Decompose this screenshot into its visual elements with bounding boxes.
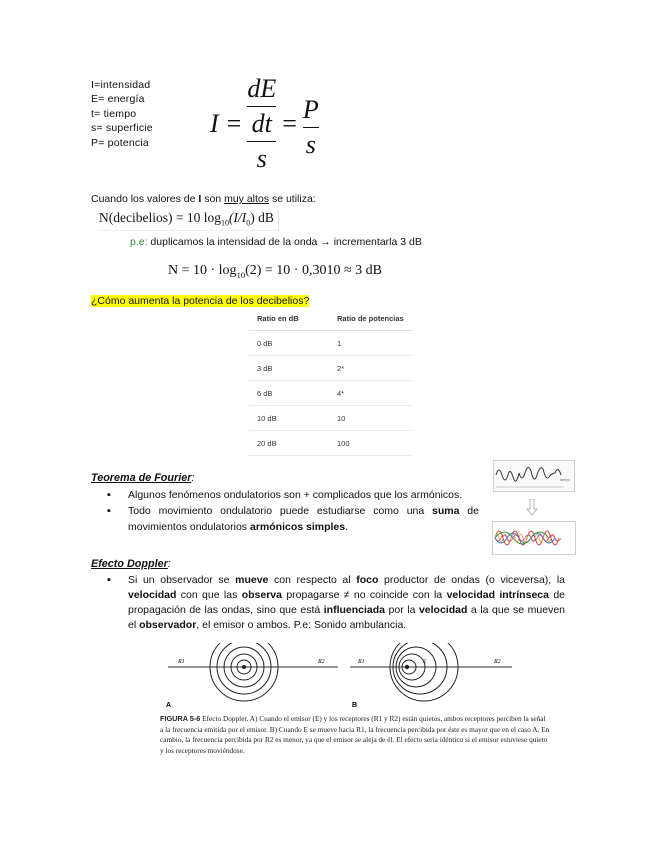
panel-a-emitter — [242, 665, 246, 669]
harmonic-waves-icon — [493, 522, 575, 554]
doppler-figure-svg — [160, 643, 530, 711]
example-prefix: p.e: — [130, 236, 148, 248]
table-cell-db: 0 dB — [249, 331, 329, 356]
down-arrow-icon — [527, 499, 537, 515]
doppler-bold-term: observador — [139, 619, 197, 631]
formula-dt: dt — [251, 109, 272, 138]
doppler-colon: : — [167, 558, 171, 570]
formula-p: P — [302, 94, 319, 124]
table-row — [249, 381, 413, 406]
table-cell-db: 10 dB — [249, 406, 329, 431]
decibel-intro — [91, 193, 316, 205]
doppler-caption — [160, 714, 550, 756]
formula-eq1: = — [226, 109, 242, 138]
decibel-formula-sub: 10 — [220, 218, 229, 228]
example-formula-sub: 10 — [236, 269, 246, 280]
fourier-bullet-2-post: . — [345, 520, 349, 533]
doppler-text-run: propagarse ≠ no coincide con la — [281, 589, 447, 601]
doppler-text-run: a la que se mueven el — [128, 604, 565, 631]
table-row — [249, 406, 413, 431]
ratio-table-container — [249, 306, 413, 454]
ratio-table-header-power: Ratio de potencias — [329, 306, 413, 331]
panel-a-wavefront — [210, 643, 278, 701]
formula-eq2: = — [282, 109, 297, 138]
doppler-text-run: Si un observador se — [128, 574, 236, 586]
list-item — [91, 504, 479, 535]
ratio-table — [249, 306, 413, 456]
formula-inner-fraction — [247, 74, 276, 139]
formula-lhs: I — [210, 109, 219, 138]
definition-energy: E= energía — [91, 93, 145, 105]
decibel-intro-before: Cuando los valores de — [91, 193, 199, 205]
panel-b-e-label: E — [423, 659, 427, 665]
decibel-formula — [99, 210, 279, 231]
example-line — [130, 236, 422, 248]
definition-surface: s= superficie — [91, 122, 153, 134]
table-cell-power: 4* — [329, 381, 413, 406]
list-item — [91, 488, 479, 504]
panel-b-label: B — [352, 702, 358, 709]
definition-power: P= potencia — [91, 137, 149, 149]
doppler-caption-bold: FIGURA 5-6 — [160, 714, 201, 723]
complex-wave-icon — [494, 461, 574, 491]
doppler-bold-term: velocidad — [418, 604, 468, 616]
table-cell-power: 1 — [329, 331, 413, 356]
formula-de: dE — [247, 74, 277, 103]
decibel-formula-tail: (I/I — [228, 210, 247, 225]
decibel-intro-after: se utiliza: — [269, 193, 316, 205]
doppler-text-run: con que las — [176, 589, 242, 601]
definition-intensity: I=intensidad — [91, 79, 151, 91]
panel-a-r1-label: R1 — [178, 659, 185, 665]
fourier-bullet-1-text: Algunos fenómenos ondulatorios son + complicados que los armónicos. — [128, 489, 463, 501]
decibel-formula-a: N(decibelios) = 10 log — [99, 210, 221, 225]
fourier-bullets — [91, 488, 479, 535]
table-row — [249, 431, 413, 456]
complex-wave-thumbnail — [493, 460, 575, 492]
panel-b-r1-label: R1 — [358, 659, 365, 665]
formula-inner-bar — [247, 106, 276, 107]
example-formula-a: N = 10 · log — [168, 263, 237, 278]
doppler-text-run: productor de ondas (o viceversa), la — [378, 574, 566, 586]
panel-b-emitter — [405, 665, 409, 669]
decibel-formula-sub0: 0 — [246, 218, 251, 228]
fourier-colon: : — [191, 472, 195, 484]
doppler-title: Efecto Doppler — [91, 558, 168, 570]
decibel-intro-underlined: muy altos — [224, 193, 270, 205]
list-item — [91, 573, 565, 633]
doppler-heading — [91, 558, 171, 570]
fourier-bullet-2-bold1: suma — [432, 505, 460, 517]
definition-time: t= tiempo — [91, 108, 137, 120]
formula-outer-bar — [247, 141, 276, 142]
panel-a-label: A — [166, 702, 172, 709]
example-formula-b: (2) = 10 · 0,3010 ≈ 3 dB — [245, 263, 382, 278]
formula-power-bar — [303, 127, 319, 128]
fourier-bullet-2-pre: Todo movimiento ondulatorio puede estudiarse como una — [128, 505, 433, 517]
table-cell-db: 20 dB — [249, 431, 329, 456]
decibel-intro-bold: I — [198, 193, 202, 205]
example-text: duplicamos la intensidad de la onda → incrementarla 3 dB — [147, 236, 422, 248]
fourier-bullet-2-mid: de movimientos ondulatorios — [128, 505, 479, 533]
doppler-text-run: por la — [385, 604, 419, 616]
example-formula — [168, 263, 382, 280]
doppler-bold-term: influenciada — [323, 604, 386, 616]
decibel-intro-middle: son — [201, 193, 225, 205]
panel-b-r2-label: R2 — [494, 659, 501, 665]
ratio-table-header-db: Ratio en dB — [249, 306, 329, 331]
harmonic-waves-thumbnail — [492, 521, 576, 555]
fourier-bullet-2-bold2: armónicos simples — [249, 520, 346, 533]
table-cell-power: 2* — [329, 356, 413, 381]
panel-a-r2-label: R2 — [318, 659, 325, 665]
doppler-text-run: con respecto al — [268, 574, 357, 586]
formula-ps: s — [305, 129, 316, 159]
doppler-bold-term: velocidad — [128, 589, 177, 601]
doppler-caption-text: Efecto Doppler. A) Cuando el emisor (E) y los receptores (R1 y R2) están quietos, ambos receptores perciben la señal a la frecuencia emitida por el emisor. B) Cuando E se mueve hacia R1, la frecuencia percibida por éste es mayor que en el caso A. En cambio, la frecuencia percibida por R2 es menor, ya que el emisor se aleja de él. El efecto sería idéntico si el emisor estuviese quieto y los receptores moviéndose. — [160, 714, 550, 755]
doppler-text-run: de propagación de las ondas, sino que está — [128, 589, 565, 616]
formula-s: s — [256, 144, 267, 173]
doppler-bold-term: mueve — [235, 574, 269, 586]
fourier-title: Teorema de Fourier — [91, 472, 192, 484]
doppler-figure — [160, 643, 530, 711]
table-cell-db: 3 dB — [249, 356, 329, 381]
doppler-bullets — [91, 573, 565, 633]
complex-wave-axis-label: tiempo — [560, 478, 570, 482]
decibel-question-text: ¿Cómo aumenta la potencia de los decibelios? — [91, 295, 310, 307]
doppler-bold-term: velocidad intrínseca — [446, 589, 549, 601]
doppler-bold-term: observa — [241, 589, 282, 601]
table-cell-power: 100 — [329, 431, 413, 456]
formula-main-fraction — [247, 74, 276, 174]
ratio-table-header — [249, 306, 413, 331]
decibel-formula-end: ) dB — [250, 210, 274, 225]
doppler-bold-term: foco — [356, 574, 379, 586]
doppler-text-run: , el emisor o ambos. P.e: Sonido ambulancia. — [196, 619, 407, 631]
fourier-heading — [91, 472, 194, 484]
table-cell-power: 10 — [329, 406, 413, 431]
intensity-formula — [210, 74, 319, 174]
table-cell-db: 6 dB — [249, 381, 329, 406]
table-row — [249, 356, 413, 381]
formula-power-fraction — [303, 95, 319, 160]
table-row — [249, 331, 413, 356]
